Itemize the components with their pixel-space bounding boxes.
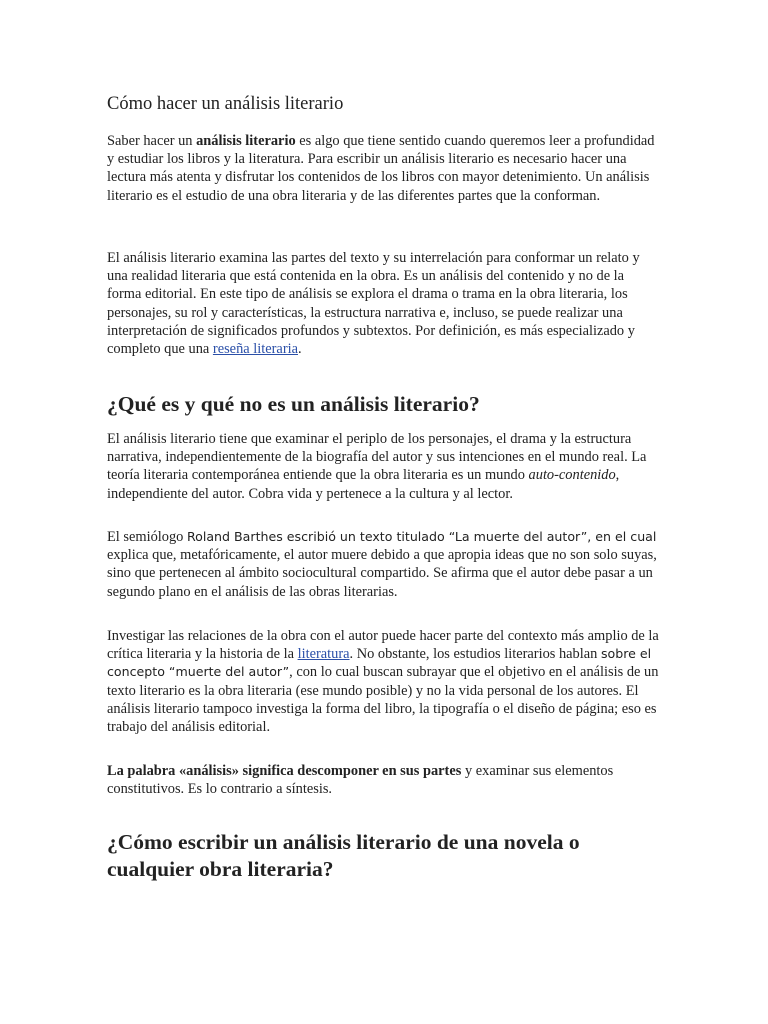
section1-p3-text-end: , con lo cual buscan subrayar que el objetivo en el análisis de un texto literario es la obra literaria (ese mundo posible) y no la vida personal de los autores. El análisis literario tampoco investiga la forma del libro, la tipografía o el diseño de página; eso es trabajo del análisis editorial.	[107, 664, 659, 736]
section1-paragraph-1	[107, 430, 662, 503]
section-heading-como-escribir: ¿Cómo escribir un análisis literario de una novela o cualquier obra literaria?	[107, 830, 580, 881]
resena-literaria-link[interactable]: reseña literaria	[212, 341, 298, 358]
section1-p1-text-end: , independiente del autor. Cobra vida y pertenece a la cultura y al lector.	[107, 467, 620, 502]
section1-p1-text-start: El análisis literario tiene que examinar el periplo de los personajes, el drama y la estructura narrativa, independientemente de la biografía del autor y sus intenciones en el mundo real. La teoría literaria contemporánea entiende que la obra literaria es un mundo	[107, 431, 647, 484]
section1-paragraph-4	[107, 762, 662, 798]
section1-p1-italic-term: auto-contenido	[528, 467, 616, 484]
intro-p1-bold-term: análisis literario	[196, 133, 296, 149]
section1-p3-text-start: Investigar las relaciones de la obra con el autor puede hacer parte del contexto más amplio de la crítica literaria y la historia de la	[107, 628, 659, 663]
section1-paragraph-3	[107, 627, 662, 736]
intro-paragraph-1	[107, 132, 662, 205]
intro-p2-text-end: .	[298, 341, 302, 358]
intro-p1-text-end: es algo que tiene sentido cuando queremos leer a profundidad y estudiar los libros y la literatura. Para escribir un análisis literario es necesario hacer una lectura más atenta y disfrutar los contenidos de los libros con mayor detenimiento. Un análisis literario es el estudio de una obra literaria y de las diferentes partes que la conforman.	[107, 133, 655, 204]
section-heading-que-es: ¿Qué es y qué no es un análisis literario?	[107, 392, 480, 416]
literatura-link[interactable]: literatura	[297, 646, 350, 663]
section1-p2-text-end: explica que, metafóricamente, el autor muere debido a que apropia ideas que no son solo suyas, sino que pertenecen al ámbito sociocultural compartido. Se afirma que el autor debe pasar a un segundo plano en el análisis de las obras literarias.	[107, 547, 657, 600]
intro-p1-text-start: Saber hacer un	[107, 133, 197, 149]
page-title: Cómo hacer un análisis literario	[107, 94, 344, 114]
section1-p2-text-start: El semiólogo	[107, 529, 187, 545]
section1-p2-sans-fragment: Roland Barthes escribió un texto titulado “La muerte del autor”, en el cual	[186, 529, 657, 544]
section1-paragraph-2	[107, 528, 662, 601]
section1-p3-sans-fragment: sobre el concepto “muerte del autor”	[107, 646, 652, 680]
section1-p4-text-end: y examinar sus elementos constitutivos. Es lo contrario a síntesis.	[107, 763, 614, 798]
intro-p2-text-start: El análisis literario examina las partes del texto y su interrelación para conformar un relato y una realidad literaria que está contenida en la obra. Es un análisis del contenido y no de la forma editorial. En este tipo de análisis se explora el drama o trama en la obra literaria, los personajes, su rol y características, la estructura narrativa e, incluso, se puede realizar una interpretación de significados profundos y subtextos. Por definición, es más especializado y completo que una	[107, 250, 640, 358]
section1-p3-text-middle: . No obstante, los estudios literarios hablan	[349, 646, 601, 663]
section1-p4-bold-phrase: La palabra «análisis» significa descomponer en sus partes	[107, 763, 462, 779]
intro-paragraph-2	[107, 249, 662, 358]
